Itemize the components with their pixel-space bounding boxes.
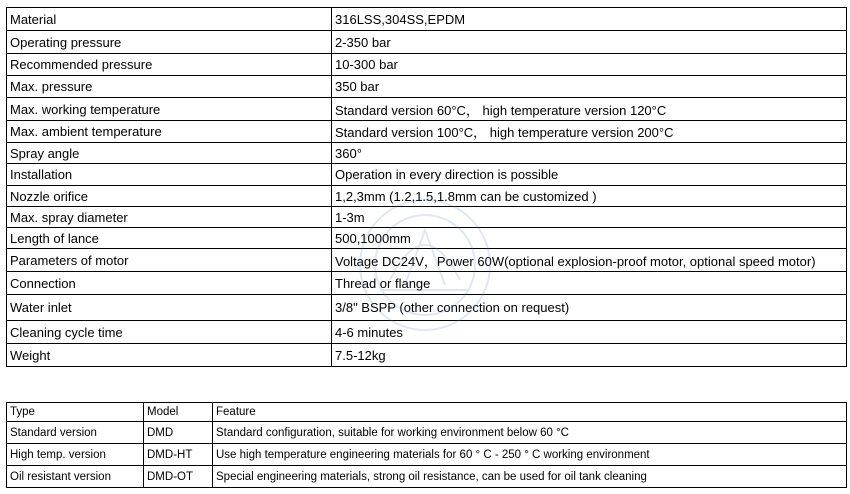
- model-table: [6, 402, 847, 488]
- spec-row: [7, 98, 847, 121]
- spec-row: [7, 249, 847, 272]
- spec-row: [7, 321, 847, 344]
- spec-label: Installation: [7, 164, 332, 186]
- spec-value: 4-6 minutes: [332, 321, 847, 344]
- spec-value: 7.5-12kg: [332, 344, 847, 367]
- spec-label: Weight: [7, 344, 332, 367]
- spec-label: Parameters of motor: [7, 249, 332, 272]
- spec-row: [7, 54, 847, 76]
- spec-row: [7, 186, 847, 207]
- spec-value: 1,2,3mm (1.2,1.5,1.8mm can be customized ): [332, 186, 847, 207]
- model-row: [7, 466, 847, 488]
- spec-value: Voltage DC24V，Power 60W(optional explosion-proof motor, optional speed motor): [332, 249, 847, 272]
- spec-row: [7, 76, 847, 98]
- spec-table: [6, 7, 847, 367]
- spec-label: Connection: [7, 272, 332, 295]
- spec-label: Max. spray diameter: [7, 207, 332, 228]
- spec-value: 3/8" BSPP (other connection on request): [332, 295, 847, 321]
- spec-value: 500,1000mm: [332, 228, 847, 249]
- spec-value: Operation in every direction is possible: [332, 164, 847, 186]
- model-type: Oil resistant version: [7, 466, 144, 488]
- spec-value: 316LSS,304SS,EPDM: [332, 8, 847, 31]
- spec-label: Max. ambient temperature: [7, 121, 332, 143]
- spec-row: [7, 164, 847, 186]
- model-feature: Use high temperature engineering materials for 60 ° C - 250 ° C working environment: [213, 444, 847, 466]
- spec-label: Length of lance: [7, 228, 332, 249]
- model-type: High temp. version: [7, 444, 144, 466]
- spec-label: Max. pressure: [7, 76, 332, 98]
- spec-row: [7, 344, 847, 367]
- spec-row: [7, 8, 847, 31]
- header-type: Type: [7, 403, 144, 422]
- spec-value: 350 bar: [332, 76, 847, 98]
- model-row: [7, 422, 847, 444]
- spec-value: Standard version 100°C， high temperature version 200°C: [332, 121, 847, 143]
- model-code: DMD-HT: [144, 444, 213, 466]
- model-feature: Standard configuration, suitable for working environment below 60 °C: [213, 422, 847, 444]
- model-code: DMD: [144, 422, 213, 444]
- spec-label: Nozzle orifice: [7, 186, 332, 207]
- spec-row: [7, 272, 847, 295]
- header-model: Model: [144, 403, 213, 422]
- spec-row: [7, 295, 847, 321]
- header-feature: Feature: [213, 403, 847, 422]
- model-code: DMD-OT: [144, 466, 213, 488]
- spec-row: [7, 228, 847, 249]
- spec-label: Operating pressure: [7, 31, 332, 54]
- spec-row: [7, 121, 847, 143]
- spec-row: [7, 31, 847, 54]
- spec-row: [7, 207, 847, 228]
- spec-value: Standard version 60°C， high temperature version 120°C: [332, 98, 847, 121]
- spec-label: Recommended pressure: [7, 54, 332, 76]
- spec-row: [7, 143, 847, 164]
- spec-label: Material: [7, 8, 332, 31]
- spec-label: Max. working temperature: [7, 98, 332, 121]
- spec-value: 10-300 bar: [332, 54, 847, 76]
- spec-label: Spray angle: [7, 143, 332, 164]
- model-header-row: [7, 403, 847, 422]
- spec-value: Thread or flange: [332, 272, 847, 295]
- spec-label: Water inlet: [7, 295, 332, 321]
- spec-label: Cleaning cycle time: [7, 321, 332, 344]
- model-type: Standard version: [7, 422, 144, 444]
- spec-value: 360°: [332, 143, 847, 164]
- spec-value: 1-3m: [332, 207, 847, 228]
- model-row: [7, 444, 847, 466]
- spec-value: 2-350 bar: [332, 31, 847, 54]
- model-feature: Special engineering materials, strong oil resistance, can be used for oil tank cleaning: [213, 466, 847, 488]
